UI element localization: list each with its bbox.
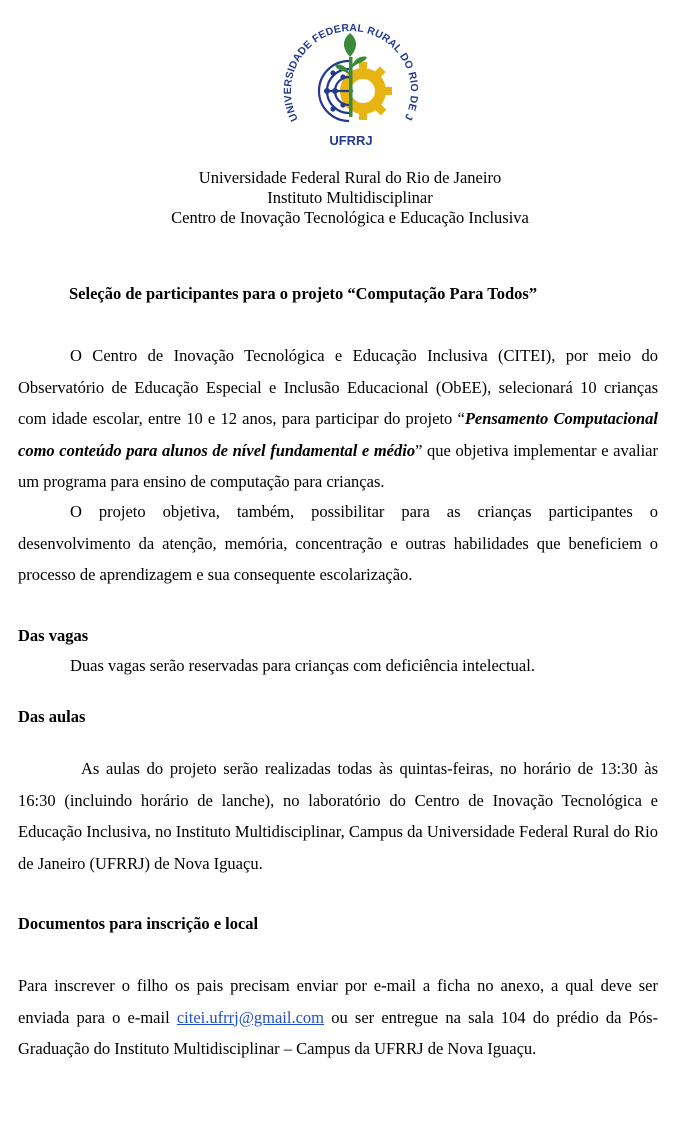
logo-abbr: UFRRJ <box>329 133 373 148</box>
aulas-text: As aulas do projeto serão realizadas todas às quintas-feiras, no horário de 13:30 às 16:30 (incluindo horário de lanche), no laboratório do Centro de Inovação Tecnológica e Educação Inclusiva, no Instituto Multidisciplinar, Campus da Universidade Federal Rural do Rio de Janeiro (UFRRJ) de Nova Iguaçu. <box>18 759 658 873</box>
institution-header <box>0 168 700 228</box>
project-name: Pensamento Computacional como conteúdo para alunos de nível fundamental e médio <box>18 409 658 460</box>
documentos-text-part1: Para inscrever o filho os pais precisam enviar por e-mail a ficha no anexo, a qual deve ser enviada para o e-mail <box>18 976 658 1027</box>
header-institute: Instituto Multidisciplinar <box>267 188 433 207</box>
section-heading-vagas: Das vagas <box>18 626 89 645</box>
email-link[interactable]: citei.ufrrj@gmail.com <box>176 1007 325 1027</box>
header-university: Universidade Federal Rural do Rio de Janeiro <box>198 168 502 187</box>
intro-text-part2: ” que objetiva implementar e avaliar um programa para ensino de computação para crianças. <box>18 440 659 491</box>
intro-paragraph-1 <box>18 340 658 498</box>
section-heading-aulas: Das aulas <box>18 707 86 726</box>
header-center: Centro de Inovação Tecnológica e Educação Inclusiva <box>171 208 529 227</box>
document-title: Seleção de participantes para o projeto “Computação Para Todos” <box>69 284 538 303</box>
section-heading-documentos: Documentos para inscrição e local <box>18 914 259 933</box>
vagas-text: Duas vagas serão reservadas para crianças com deficiência intelectual. <box>70 656 535 675</box>
ufrrj-logo <box>277 17 425 165</box>
documentos-text-part2: ou ser entregue na sala 104 do prédio da Pós-Graduação do Instituto Multidisciplinar – Campus da UFRRJ de Nova Iguaçu. <box>18 1007 658 1058</box>
documentos-text <box>18 970 658 1065</box>
intro-paragraph-2: O projeto objetiva, também, possibilitar para as crianças participantes o desenvolvimento da atenção, memória, concentração e outras habilidades que beneficiem o processo de aprendizagem e sua consequente escolarização. <box>18 502 658 584</box>
logo-ring-text: UNIVERSIDADE FEDERAL RURAL DO RIO DE J <box>281 21 421 124</box>
ufrrj-seal-icon <box>277 17 425 165</box>
intro-text-part1: O Centro de Inovação Tecnológica e Educação Inclusiva (CITEI), por meio do Observatório de Educação Especial e Inclusão Educacional (ObEE), selecionará 10 crianças com idade escolar, entre 10 e 12 anos, para participar do projeto “ <box>18 346 658 428</box>
